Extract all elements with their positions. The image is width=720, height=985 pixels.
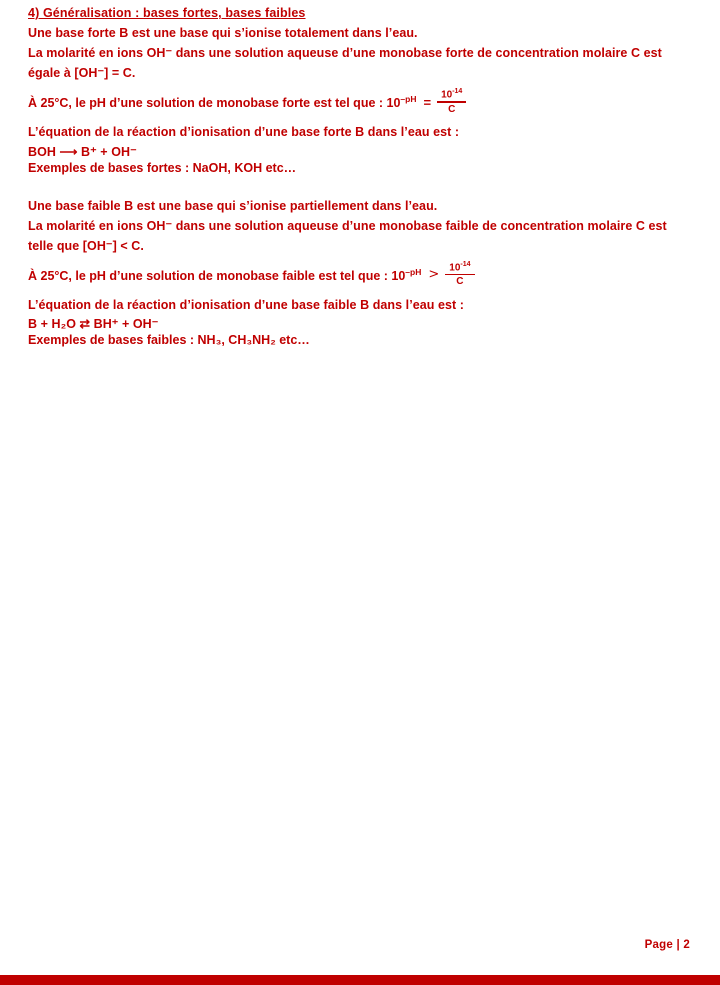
weak-base-molarity-line-2: telle que [OH⁻] < C. [28, 238, 144, 253]
weak-base-molarity-line-1: La molarité en ions OH⁻ dans une solution aqueuse d’une monobase faible de concentration molaire C est [28, 218, 667, 233]
weak-base-equation-intro: L’équation de la réaction d’ionisation d’une base faible B dans l’eau est : [28, 297, 465, 312]
strong-base-molarity-line-1: La molarité en ions OH⁻ dans une solution aqueuse d’une monobase forte de concentration molaire C est [28, 46, 662, 61]
strong-base-ph-formula [28, 87, 690, 117]
strong-base-section [28, 24, 690, 175]
weak-base-definition: Une base faible B est une base qui s’ionise partiellement dans l’eau. [28, 198, 438, 213]
strong-base-fraction [437, 88, 466, 115]
weak-base-examples: Exemples de bases faibles : NH₃, CH₃NH₂ etc… [28, 333, 310, 347]
weak-base-fraction [445, 261, 474, 288]
weak-base-ph-formula [28, 260, 690, 290]
bottom-rule [0, 975, 720, 985]
strong-base-examples: Exemples de bases fortes : NaOH, KOH etc… [28, 160, 297, 175]
section-heading: 4) Généralisation : bases fortes, bases faibles [28, 6, 306, 20]
weak-base-equation: B + H₂O ⇄ BH⁺ + OH⁻ [28, 317, 159, 331]
weak-base-fraction-numerator: $10^{-14}$ [449, 260, 471, 273]
strong-base-molarity-line-2: égale à [OH⁻] = C. [28, 66, 136, 81]
strong-base-fraction-numerator-exponent: -14 [452, 88, 463, 96]
weak-base-fraction-numerator-exponent: -14 [460, 260, 471, 268]
strong-base-equation-intro: L’équation de la réaction d’ionisation d’une base forte B dans l’eau est : [28, 125, 460, 140]
section-spacer [28, 175, 690, 197]
strong-base-equation: BOH ⟶ B⁺ + OH⁻ [28, 144, 137, 159]
strong-base-fraction-denominator: C [448, 103, 456, 115]
weak-base-fraction-denominator: C [456, 276, 464, 288]
weak-base-ph-exponent: –pH [405, 266, 422, 277]
strong-base-definition: Une base forte B est une base qui s’ionise totalement dans l’eau. [28, 26, 418, 40]
strong-base-ph-relation: = [423, 94, 432, 110]
weak-base-ph-lead: À 25°C, le pH d’une solution de monobase faible est tel que : $10^{-pH}$ [28, 266, 422, 283]
page-footer: Page | 2 [644, 939, 690, 951]
strong-base-fraction-numerator: $10^{-14}$ [441, 88, 463, 101]
strong-base-ph-lead: À 25°C, le pH d’une solution de monobase forte est tel que : $10^{-pH}$ [28, 94, 417, 111]
weak-base-section [28, 197, 690, 348]
fraction-bar [445, 274, 474, 275]
strong-base-ph-exponent: –pH [400, 94, 417, 105]
fraction-bar [437, 101, 466, 102]
weak-base-ph-relation: > [428, 267, 440, 283]
